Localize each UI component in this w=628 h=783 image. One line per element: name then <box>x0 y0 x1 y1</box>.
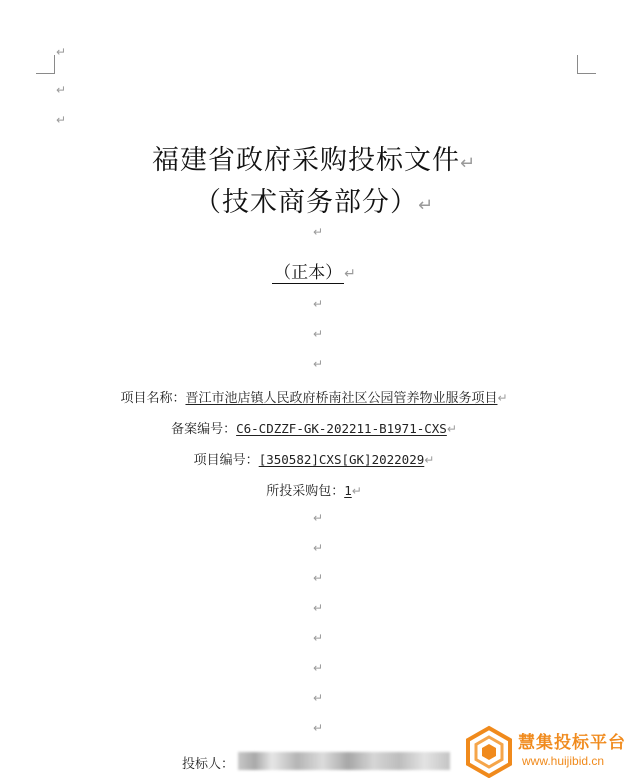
huiji-logo-icon <box>462 724 516 778</box>
watermark-title: 慧集投标平台 <box>518 733 626 753</box>
paragraph-mark: ↵ <box>344 266 356 282</box>
paragraph-mark: ↵ <box>313 661 324 675</box>
paragraph-mark: ↵ <box>313 691 324 705</box>
watermark <box>462 722 628 782</box>
paragraph-mark: ↵ <box>446 422 457 436</box>
paragraph-mark: ↵ <box>313 601 324 615</box>
paragraph-mark: ↵ <box>56 113 67 127</box>
paragraph-mark: ↵ <box>313 511 324 525</box>
paragraph-mark: ↵ <box>351 484 362 498</box>
paragraph-mark: ↵ <box>313 571 324 585</box>
package-value: 1 <box>344 483 352 498</box>
paragraph-mark: ↵ <box>313 357 324 371</box>
paragraph-mark: ↵ <box>56 45 67 59</box>
watermark-url: www.huijibid.cn <box>522 754 605 768</box>
package-label: 所投采购包： <box>266 484 345 499</box>
document-title-line1 <box>0 138 628 177</box>
bidder-name-redacted <box>238 752 450 770</box>
project-number-row <box>0 449 628 468</box>
title-text: （技术商务部分） <box>193 187 418 218</box>
paragraph-mark: ↵ <box>56 83 67 97</box>
paragraph-mark: ↵ <box>313 225 324 239</box>
project-name-label: 项目名称： <box>120 391 186 406</box>
project-number-value: [350582]CXS[GK]2022029 <box>258 452 425 467</box>
paragraph-mark: ↵ <box>313 327 324 341</box>
paragraph-mark: ↵ <box>497 391 508 405</box>
project-number-label: 项目编号： <box>193 453 259 468</box>
paragraph-mark: ↵ <box>424 453 435 467</box>
paragraph-mark: ↵ <box>459 153 477 174</box>
copy-type-text: （正本） <box>274 263 343 283</box>
package-row <box>0 480 628 499</box>
project-name-value: 晋江市池店镇人民政府桥南社区公园管养物业服务项目 <box>185 391 498 406</box>
copy-type <box>0 258 628 283</box>
bidder-label: 投标人： <box>182 757 235 772</box>
paragraph-mark: ↵ <box>313 541 324 555</box>
paragraph-mark: ↵ <box>313 631 324 645</box>
filing-number-value: C6-CDZZF-GK-202211-B1971-CXS <box>236 421 447 436</box>
paragraph-mark: ↵ <box>313 297 324 311</box>
document-title-line2 <box>0 180 628 219</box>
page-corner-mark-top-left <box>36 55 55 74</box>
paragraph-mark: ↵ <box>417 195 435 216</box>
filing-number-row <box>0 418 628 437</box>
title-text: 福建省政府采购投标文件 <box>151 145 460 176</box>
paragraph-mark: ↵ <box>313 721 324 735</box>
filing-number-label: 备案编号： <box>171 422 237 437</box>
project-name-row <box>0 387 628 406</box>
page-corner-mark-top-right <box>577 55 596 74</box>
